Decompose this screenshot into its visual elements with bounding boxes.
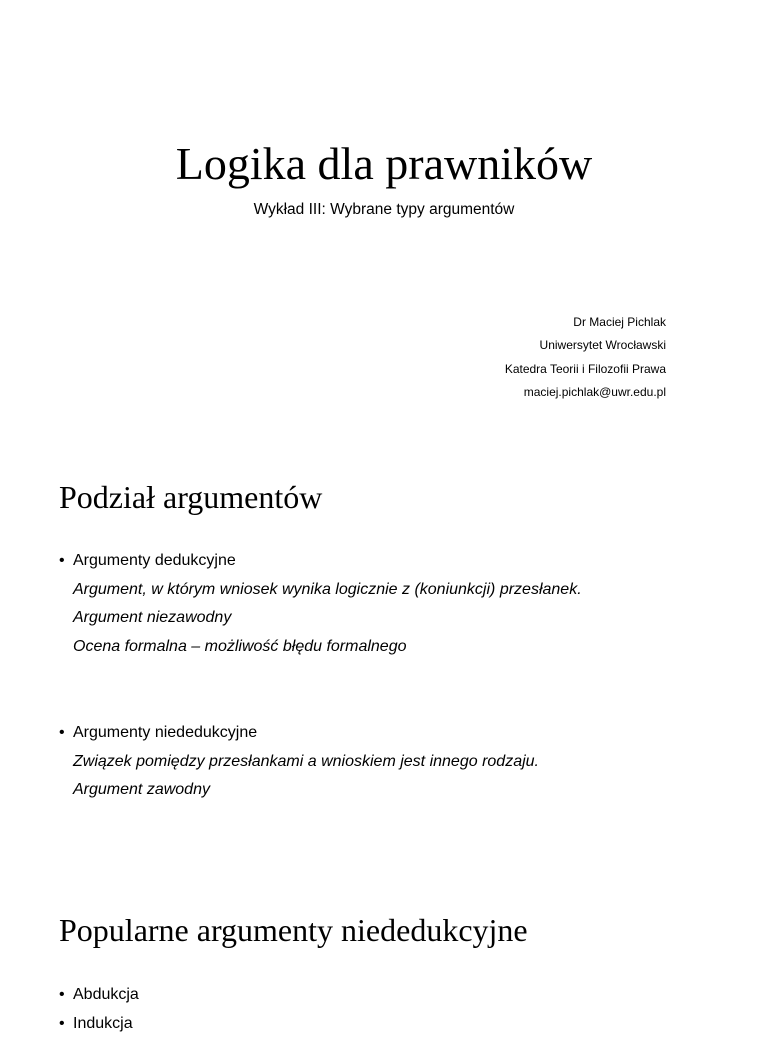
bullet-label: • Abdukcja xyxy=(59,981,139,1010)
presentation-title: Logika dla prawników xyxy=(175,138,593,189)
bullet-description-line: Ocena formalna – możliwość błędu formalnego xyxy=(73,638,407,656)
bullet-label: • Argumenty niededukcyjne xyxy=(59,719,539,748)
bullet-description-line: Argument, w którym wniosek wynika logicznie z (koniunkcji) przesłanek. xyxy=(73,580,582,598)
author-email: maciej.pichlak@uwr.edu.pl xyxy=(523,384,666,399)
bullet-deductive xyxy=(59,547,582,662)
bullet-description-line: Argument niezawodny xyxy=(73,609,232,627)
title-slide xyxy=(0,0,768,440)
slide-heading-argument-division: Podział argumentów xyxy=(59,479,323,515)
bullet-induction xyxy=(59,1010,133,1039)
bullet-label: • Argumenty dedukcyjne xyxy=(59,547,582,576)
bullet-description-line: Argument zawodny xyxy=(73,781,210,799)
bullet-abduction xyxy=(59,981,139,1010)
author-info xyxy=(505,311,666,404)
bullet-label: • Indukcja xyxy=(59,1010,133,1039)
author-university: Uniwersytet Wrocławski xyxy=(539,338,666,353)
author-department: Katedra Teorii i Filozofii Prawa xyxy=(504,361,666,376)
slide-heading-popular-nondeductive: Popularne argumenty niededukcyjne xyxy=(59,912,528,948)
bullet-nondeductive xyxy=(59,719,539,805)
bullet-description-line: Związek pomiędzy przesłankami a wnioskiem jest innego rodzaju. xyxy=(73,752,539,770)
author-name: Dr Maciej Pichlak xyxy=(573,315,666,329)
presentation-subtitle: Wykład III: Wybrane typy argumentów xyxy=(253,201,515,218)
